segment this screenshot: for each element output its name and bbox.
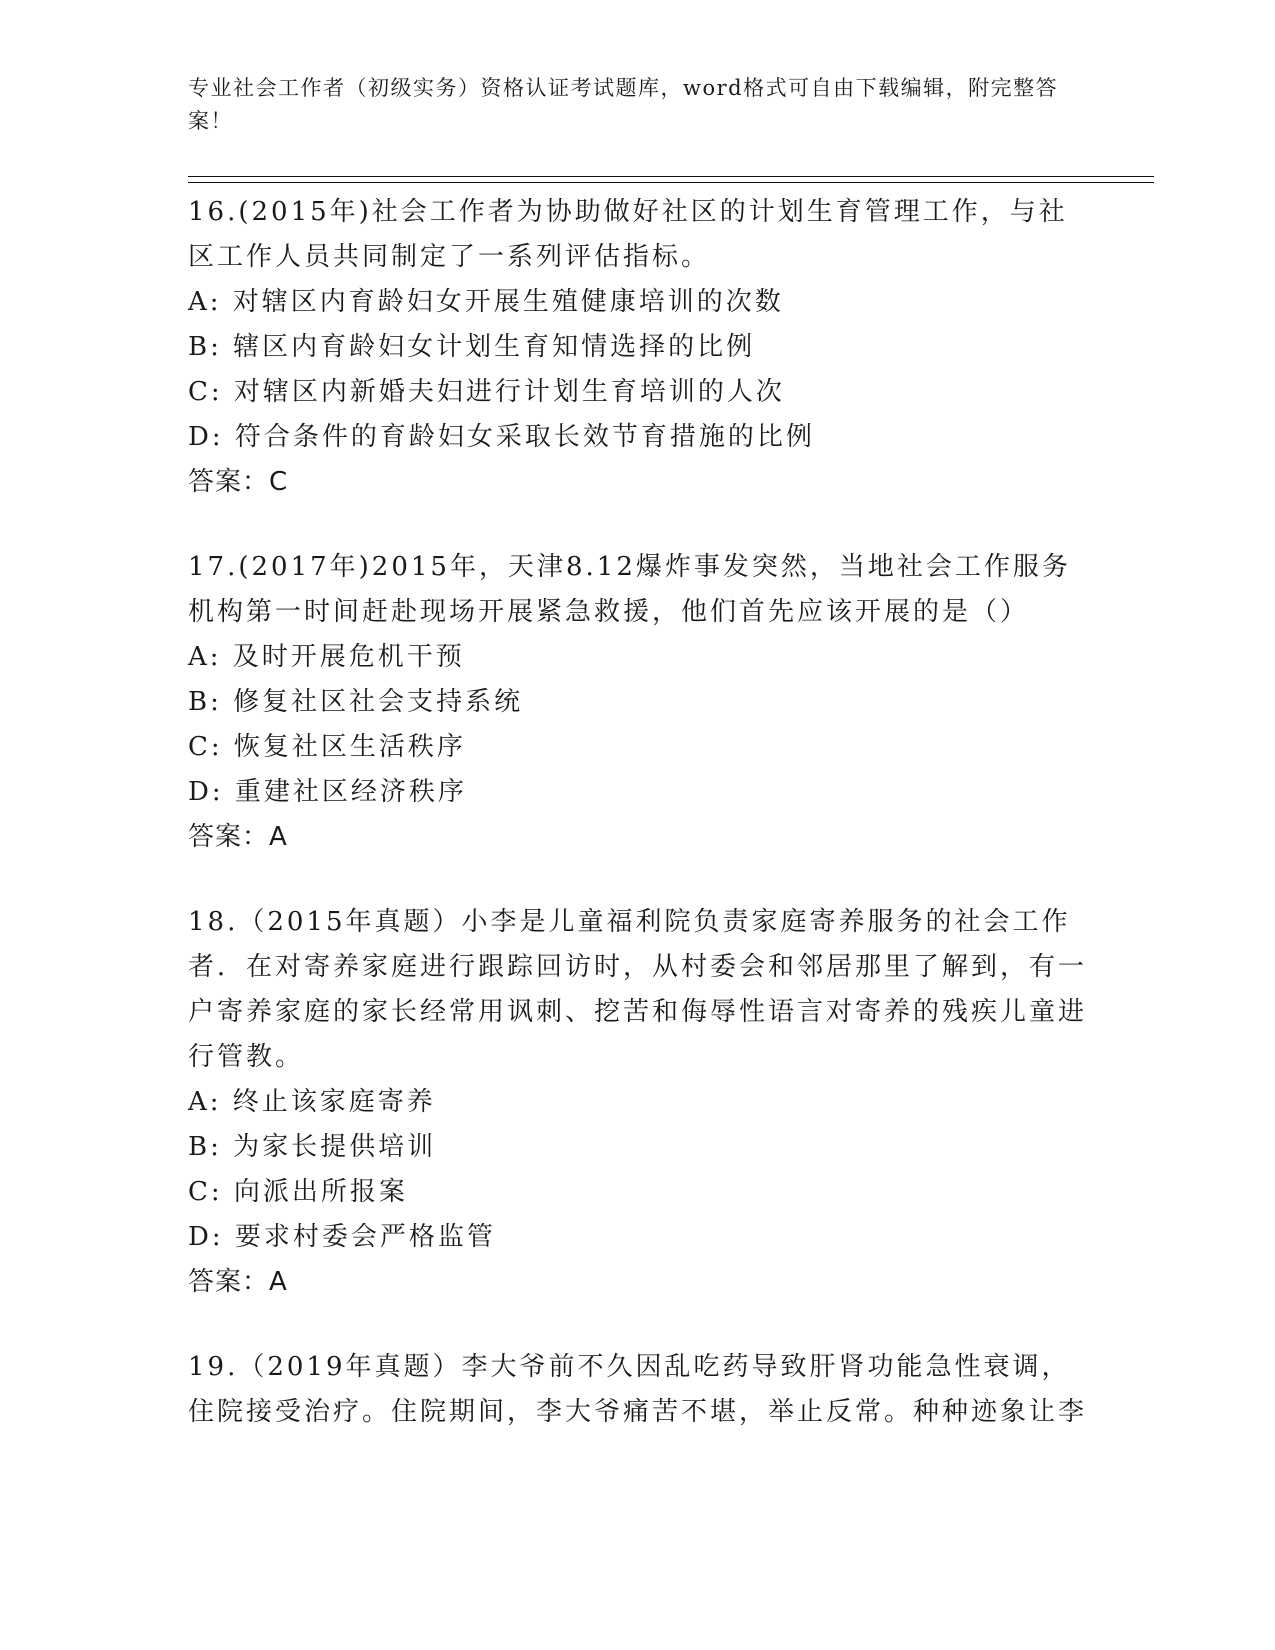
header-note: 专业社会工作者（初级实务）资格认证考试题库，word格式可自由下载编辑，附完整答案！	[188, 76, 1059, 133]
question-stem: 18.（2015年真题）小李是儿童福利院负责家庭寄养服务的社会工作者．在对寄养家庭进行跟踪回访时，从村委会和邻居那里了解到，有一户寄养家庭的家长经常用讽刺、挖苦和侮辱性语言对寄养的残疾儿童进行管教。	[188, 907, 1088, 1072]
option-b: B: 辖区内育龄妇女计划生育知情选择的比例	[188, 332, 756, 362]
question-16	[188, 190, 1088, 505]
option-list	[188, 280, 1088, 460]
option-d: D: 要求村委会严格监管	[188, 1222, 496, 1252]
option-a: A: 终止该家庭寄养	[188, 1087, 436, 1117]
question-stem: 16.(2015年)社会工作者为协助做好社区的计划生育管理工作，与社区工作人员共同制定了一系列评估指标。	[188, 197, 1068, 272]
question-19	[188, 1345, 1088, 1435]
option-a: A: 对辖区内育龄妇女开展生殖健康培训的次数	[188, 287, 784, 317]
answer-label: 答案：A	[188, 1267, 288, 1297]
question-17	[188, 545, 1088, 860]
header-divider-bottom	[188, 182, 1154, 183]
option-b: B: 修复社区社会支持系统	[188, 687, 524, 717]
option-d: D: 符合条件的育龄妇女采取长效节育措施的比例	[188, 422, 815, 452]
answer-label: 答案：C	[188, 467, 289, 497]
answer-label: 答案：A	[188, 822, 288, 852]
option-a: A: 及时开展危机干预	[188, 642, 465, 672]
header-divider-top	[188, 176, 1154, 177]
option-list	[188, 1080, 1088, 1260]
option-c: C: 向派出所报案	[188, 1177, 408, 1207]
question-list	[188, 190, 1088, 1475]
option-d: D: 重建社区经济秩序	[188, 777, 467, 807]
option-c: C: 对辖区内新婚夫妇进行计划生育培训的人次	[188, 377, 785, 407]
option-list	[188, 635, 1088, 815]
question-stem: 17.(2017年)2015年，天津8.12爆炸事发突然，当地社会工作服务机构第一时间赶赴现场开展紧急救援，他们首先应该开展的是（）	[188, 552, 1071, 627]
option-b: B: 为家长提供培训	[188, 1132, 437, 1162]
question-18	[188, 900, 1088, 1305]
question-stem: 19.（2019年真题）李大爷前不久因乱吃药导致肝肾功能急性衰调，住院接受治疗。住院期间，李大爷痛苦不堪，举止反常。种种迹象让李	[188, 1352, 1088, 1427]
option-c: C: 恢复社区生活秩序	[188, 732, 466, 762]
